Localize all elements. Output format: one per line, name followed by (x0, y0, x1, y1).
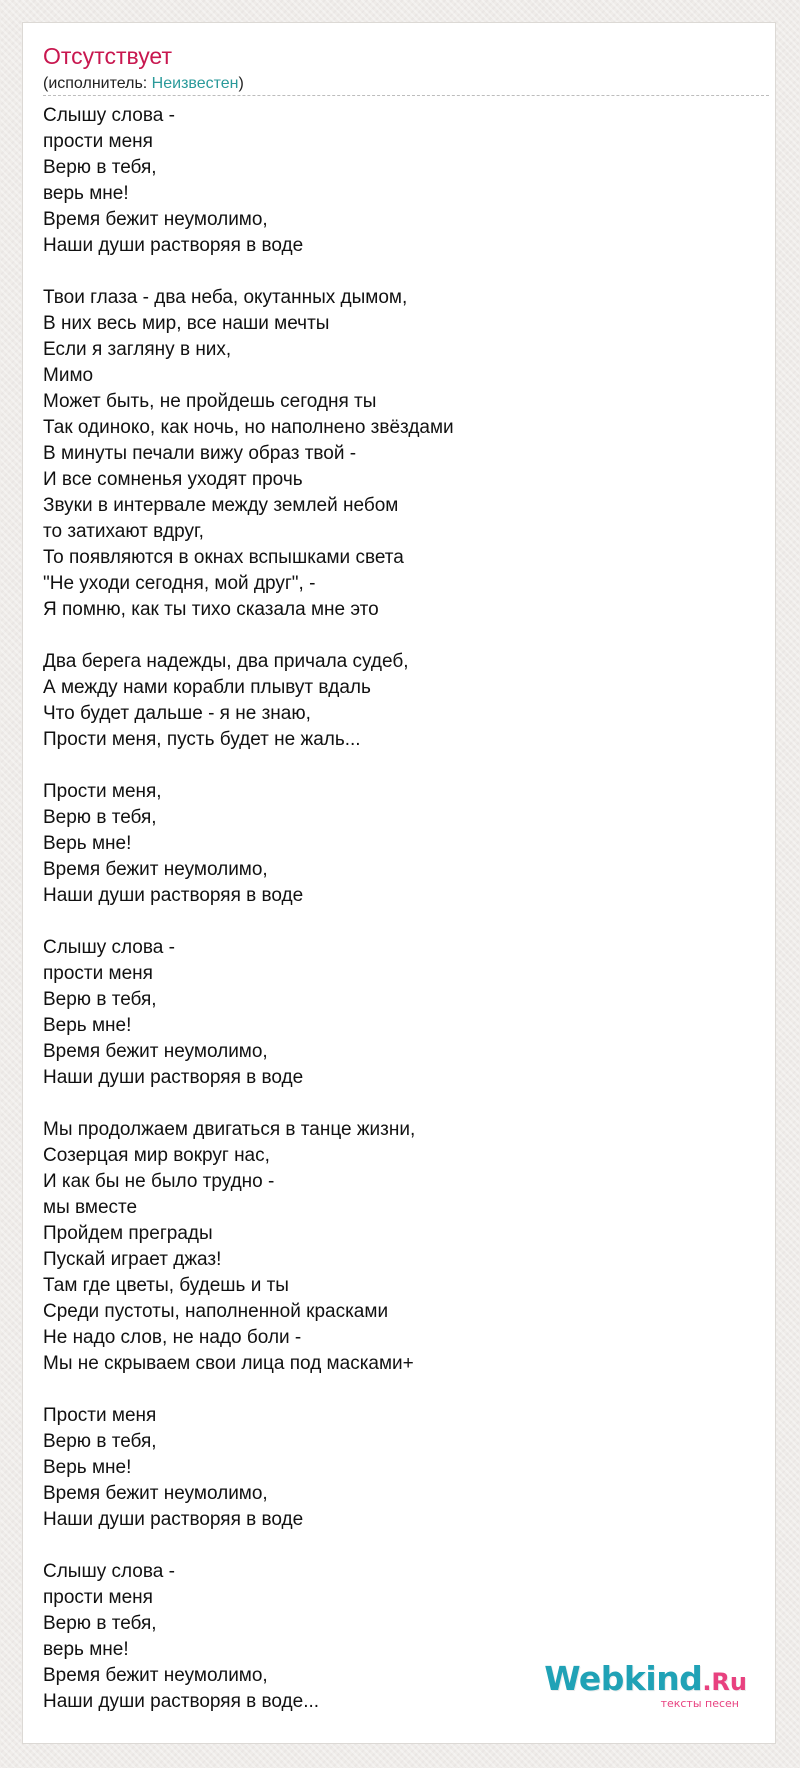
lyrics-line: Верю в тебя, (43, 989, 157, 1010)
lyrics-line: Наши души растворяя в воде (43, 1067, 304, 1088)
logo-brand: Webkind (544, 1659, 703, 1698)
lyrics-line: Верь мне! (43, 833, 132, 854)
lyrics-stanza (43, 649, 743, 753)
lyrics-line: Время бежит неумолимо, (43, 1041, 268, 1062)
lyrics-line: "Не уходи сегодня, мой друг", - (43, 573, 316, 594)
lyrics-line: Наши души растворяя в воде (43, 235, 304, 256)
artist-link[interactable]: Неизвестен (151, 75, 239, 92)
lyrics-line: Пускай играет джаз! (43, 1249, 222, 1270)
lyrics-line: Среди пустоты, наполненной красками (43, 1301, 389, 1322)
lyrics-line: Два берега надежды, два причала судеб, (43, 651, 409, 672)
lyrics-line: Пройдем преграды (43, 1223, 213, 1244)
logo-tagline: тексты песен (660, 1697, 739, 1710)
lyrics-line: Если я загляну в них, (43, 339, 232, 360)
lyrics-stanza (43, 285, 743, 623)
lyrics-line: Мы продолжаем двигаться в танце жизни, (43, 1119, 416, 1140)
lyrics-line: Мы не скрываем свои лица под масками+ (43, 1353, 414, 1374)
lyrics-line: Время бежит неумолимо, (43, 209, 268, 230)
webkind-logo (544, 1659, 747, 1715)
lyrics-text (43, 103, 743, 1715)
lyrics-line: И как бы не было трудно - (43, 1171, 275, 1192)
lyrics-line: Слышу слова - (43, 105, 175, 126)
logo-tld: .Ru (702, 1668, 747, 1696)
logo-wordmark (544, 1659, 747, 1702)
lyrics-stanza (43, 1403, 743, 1533)
lyrics-line: верь мне! (43, 1639, 129, 1660)
lyrics-line: Наши души растворяя в воде (43, 885, 304, 906)
lyrics-line: В них весь мир, все наши мечты (43, 313, 330, 334)
lyrics-line: Слышу слова - (43, 1561, 175, 1582)
lyrics-line: И все сомненья уходят прочь (43, 469, 303, 490)
lyrics-line: Наши души растворяя в воде (43, 1509, 304, 1530)
lyrics-line: Звуки в интервале между землей небом (43, 495, 399, 516)
lyrics-line: Может быть, не пройдешь сегодня ты (43, 391, 377, 412)
lyrics-line: Мимо (43, 365, 94, 386)
lyrics-line: Там где цветы, будешь и ты (43, 1275, 289, 1296)
lyrics-line: Время бежит неумолимо, (43, 1483, 268, 1504)
lyrics-line: Верь мне! (43, 1457, 132, 1478)
lyrics-line: Верю в тебя, (43, 807, 157, 828)
lyrics-line: Наши души растворяя в воде... (43, 1691, 320, 1712)
lyrics-line: А между нами корабли плывут вдаль (43, 677, 371, 698)
lyrics-stanza (43, 779, 743, 909)
lyrics-stanza (43, 103, 743, 259)
lyrics-line: Верь мне! (43, 1015, 132, 1036)
lyrics-line: прости меня (43, 131, 153, 152)
lyrics-line: то затихают вдруг, (43, 521, 204, 542)
lyrics-stanza (43, 935, 743, 1091)
lyrics-line: Так одиноко, как ночь, но наполнено звёздами (43, 417, 454, 438)
lyrics-line: Я помню, как ты тихо сказала мне это (43, 599, 379, 620)
lyrics-line: прости меня (43, 1587, 153, 1608)
lyrics-line: Созерцая мир вокруг нас, (43, 1145, 270, 1166)
lyrics-line: Прости меня, (43, 781, 162, 802)
lyrics-line: Прости меня (43, 1405, 157, 1426)
lyrics-line: Верю в тебя, (43, 1613, 157, 1634)
lyrics-line: Что будет дальше - я не знаю, (43, 703, 311, 724)
lyrics-line: Твои глаза - два неба, окутанных дымом, (43, 287, 408, 308)
lyrics-line: Время бежит неумолимо, (43, 1665, 268, 1686)
lyrics-line: Верю в тебя, (43, 157, 157, 178)
lyrics-line: В минуты печали вижу образ твой - (43, 443, 357, 464)
lyrics-line: Слышу слова - (43, 937, 175, 958)
artist-suffix: ) (238, 75, 244, 92)
lyrics-line: мы вместе (43, 1197, 138, 1218)
lyrics-line: верь мне! (43, 183, 129, 204)
lyrics-line: То появляются в окнах вспышками света (43, 547, 404, 568)
lyrics-line: Время бежит неумолимо, (43, 859, 268, 880)
lyrics-line: Верю в тебя, (43, 1431, 157, 1452)
song-title: Отсутствует (43, 43, 172, 69)
artist-line (43, 73, 244, 95)
lyrics-stanza (43, 1117, 743, 1377)
lyrics-card (22, 22, 776, 1744)
title-divider (43, 95, 769, 96)
artist-prefix: (исполнитель: (43, 75, 152, 92)
lyrics-line: прости меня (43, 963, 153, 984)
lyrics-line: Не надо слов, не надо боли - (43, 1327, 302, 1348)
lyrics-line: Прости меня, пусть будет не жаль... (43, 729, 361, 750)
